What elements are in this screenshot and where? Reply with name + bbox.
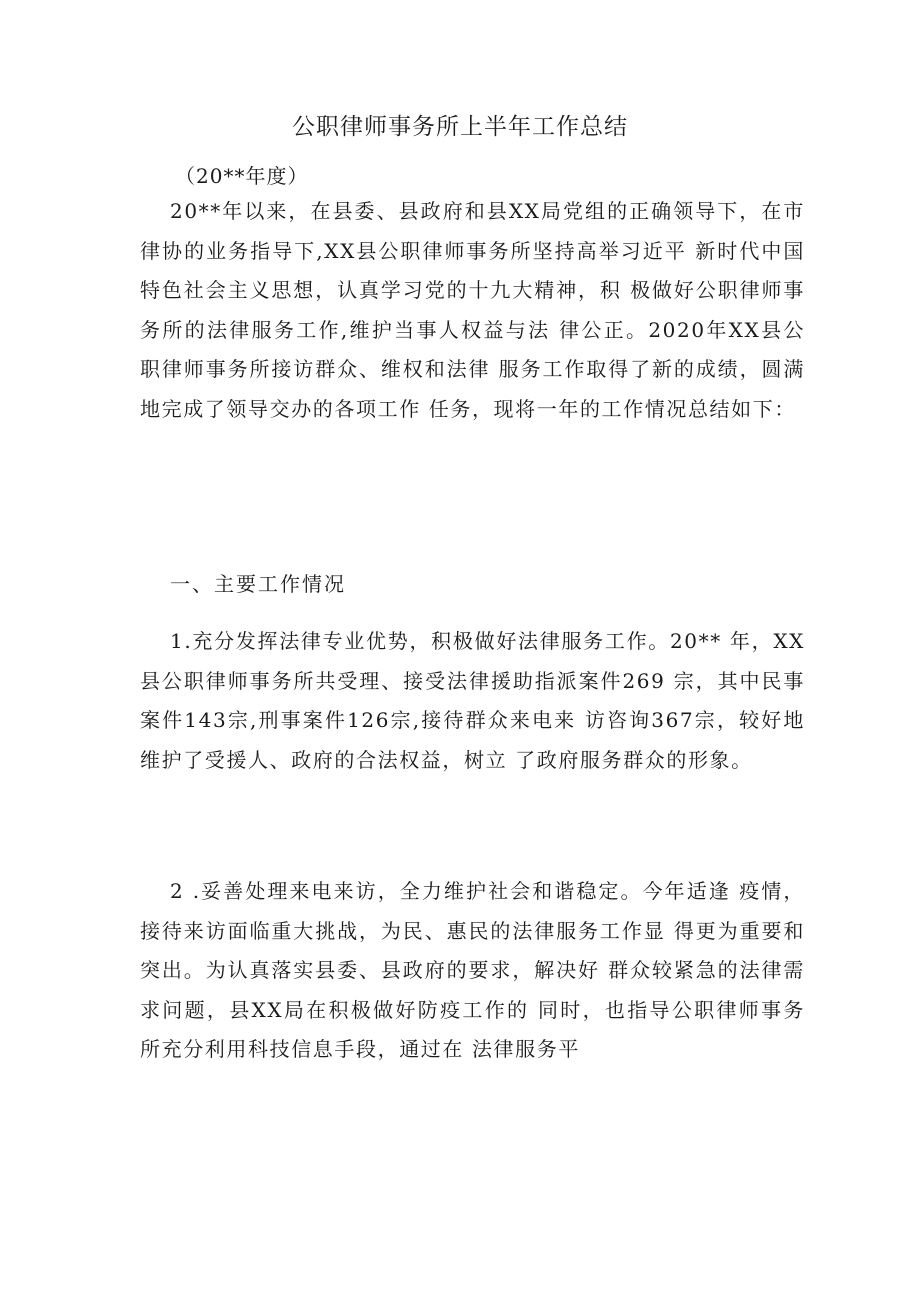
item-2-paragraph: 2 .妥善处理来电来访，全力维护社会和谐稳定。今年适逢 疫情，接待来访面临重大挑战，为民、惠民的法律服务工作显 得更为重要和突出。为认真落实县委、县政府的要求，解决好 群众较紧急的法律需求问题，县XX局在积极做好防疫工作的 同时，也指导公职律师事务所充分利用科技信息手段，通过在 法律服务平 [140,879,805,1061]
item-1-paragraph: 1.充分发挥法律专业优势，积极做好法律服务工作。20** 年，XX县公职律师事务所共受理、接受法律援助指派案件269 宗，其中民事案件143宗,刑事案件126宗,接待群众来电来 访咨询367宗，较好地维护了受援人、政府的合法权益，树立 了政府服务群众的形象。 [140,629,805,772]
section-heading: 一、主要工作情况 [170,572,346,596]
intro-paragraph: 20**年以来，在县委、县政府和县XX局党组的正确领导下，在市律协的业务指导下,XX县公职律师事务所坚持高举习近平 新时代中国特色社会主义思想，认真学习党的十九大精神，积 极做好公职律师事务所的法律服务工作,维护当事人权益与法 律公正。2020年XX县公职律师事务所接访群众、维权和法律 服务工作取得了新的成绩，圆满地完成了领导交办的各项工作 任务，现将一年的工作情况总结如下： [140,199,805,421]
document-subtitle: （20**年度） [175,164,309,188]
document-title: 公职律师事务所上半年工作总结 [292,114,628,140]
